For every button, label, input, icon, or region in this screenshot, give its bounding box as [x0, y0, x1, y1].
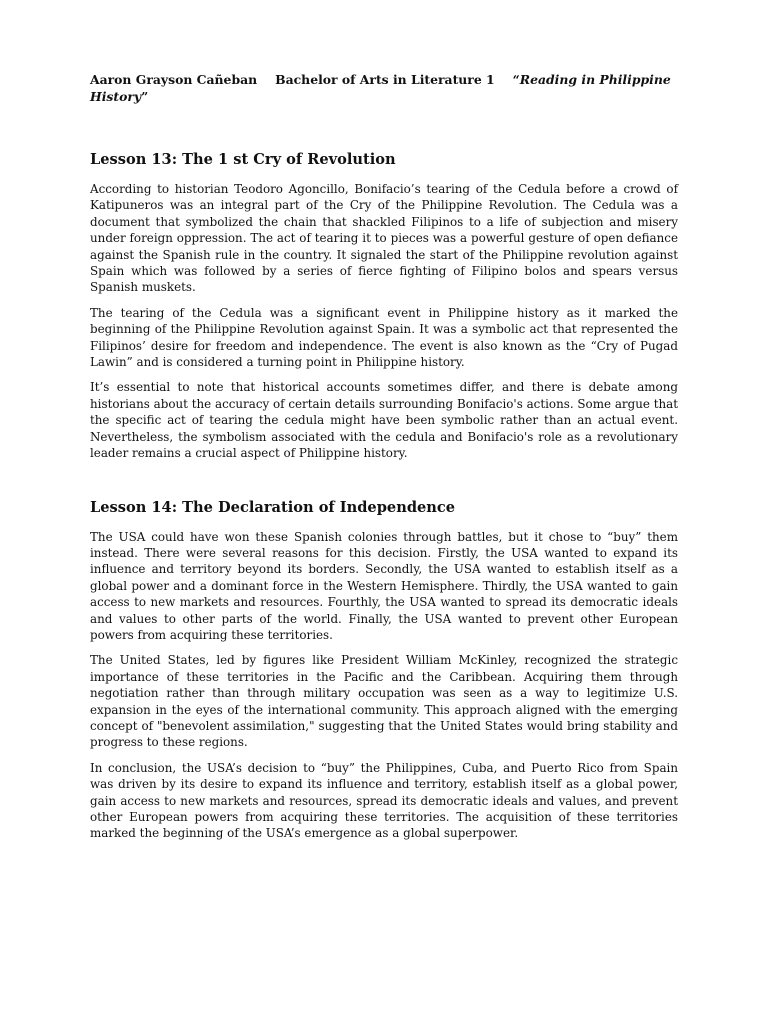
lesson-13-title: Lesson 13: The 1 st Cry of Revolution: [90, 151, 396, 168]
course-open-quote: “: [512, 72, 520, 87]
lesson-14-paragraph-2: The United States, led by figures like President William McKinley, recognized the strategic importance of these territories in the Pacific and the Caribbean. Acquiring them through negotiation rather than through military occupation was seen as a way to legitimize U.S. expansion in the eyes of the international community. This approach aligned with the emerging concept of "benevolent assimilation," suggesting that the United States would bring stability and progress to these regions.: [90, 653, 678, 750]
author-name: Aaron Grayson Cañeban: [90, 72, 258, 87]
document-page: [90, 72, 678, 842]
course-close-quote: ”: [141, 88, 149, 104]
course-title: Reading in Philippine History: [90, 72, 671, 104]
lesson-13-paragraph-1: According to historian Teodoro Agoncillo, Bonifacio’s tearing of the Cedula before a crowd of Katipuneros was an integral part of the Cry of the Philippine Revolution. The Cedula was a document that symbolized the chain that shackled Filipinos to a life of subjection and misery under foreign oppression. The act of tearing it to pieces was a powerful gesture of open defiance against the Spanish rule in the country. It signaled the start of the Philippine revolution against Spain which was followed by a series of fierce fighting of Filipino bolos and spears versus Spanish muskets.: [90, 182, 678, 295]
lesson-14-paragraph-3: In conclusion, the USA’s decision to “buy” the Philippines, Cuba, and Puerto Rico from Spain was driven by its desire to expand its influence and territory, establish itself as a global power, gain access to new markets and resources, spread its democratic ideals and values, and prevent other European powers from acquiring these territories. The acquisition of these territories marked the beginning of the USA’s emergence as a global superpower.: [90, 760, 678, 841]
lesson-13-paragraph-2: The tearing of the Cedula was a significant event in Philippine history as it marked the beginning of the Philippine Revolution against Spain. It was a symbolic act that represented the Filipinos’ desire for freedom and independence. The event is also known as the “Cry of Pugad Lawin” and is considered a turning point in Philippine history.: [90, 305, 678, 370]
document-header: [90, 72, 678, 105]
program-name: Bachelor of Arts in Literature 1: [275, 72, 495, 87]
lesson-14-paragraph-1: The USA could have won these Spanish colonies through battles, but it chose to “buy” them instead. There were several reasons for this decision. Firstly, the USA wanted to expand its influence and territory beyond its borders. Secondly, the USA wanted to establish itself as a global power and a dominant force in the Western Hemisphere. Thirdly, the USA wanted to gain access to new markets and resources. Fourthly, the USA wanted to spread its democratic ideals and values to other parts of the world. Finally, the USA wanted to prevent other European powers from acquiring these territories.: [90, 529, 678, 642]
lesson-13-paragraph-3: It’s essential to note that historical accounts sometimes differ, and there is debate among historians about the accuracy of certain details surrounding Bonifacio's actions. Some argue that the specific act of tearing the cedula might have been symbolic rather than an actual event. Nevertheless, the symbolism associated with the cedula and Bonifacio's role as a revolutionary leader remains a crucial aspect of Philippine history.: [90, 380, 678, 461]
lesson-14-title: Lesson 14: The Declaration of Independence: [90, 498, 456, 516]
